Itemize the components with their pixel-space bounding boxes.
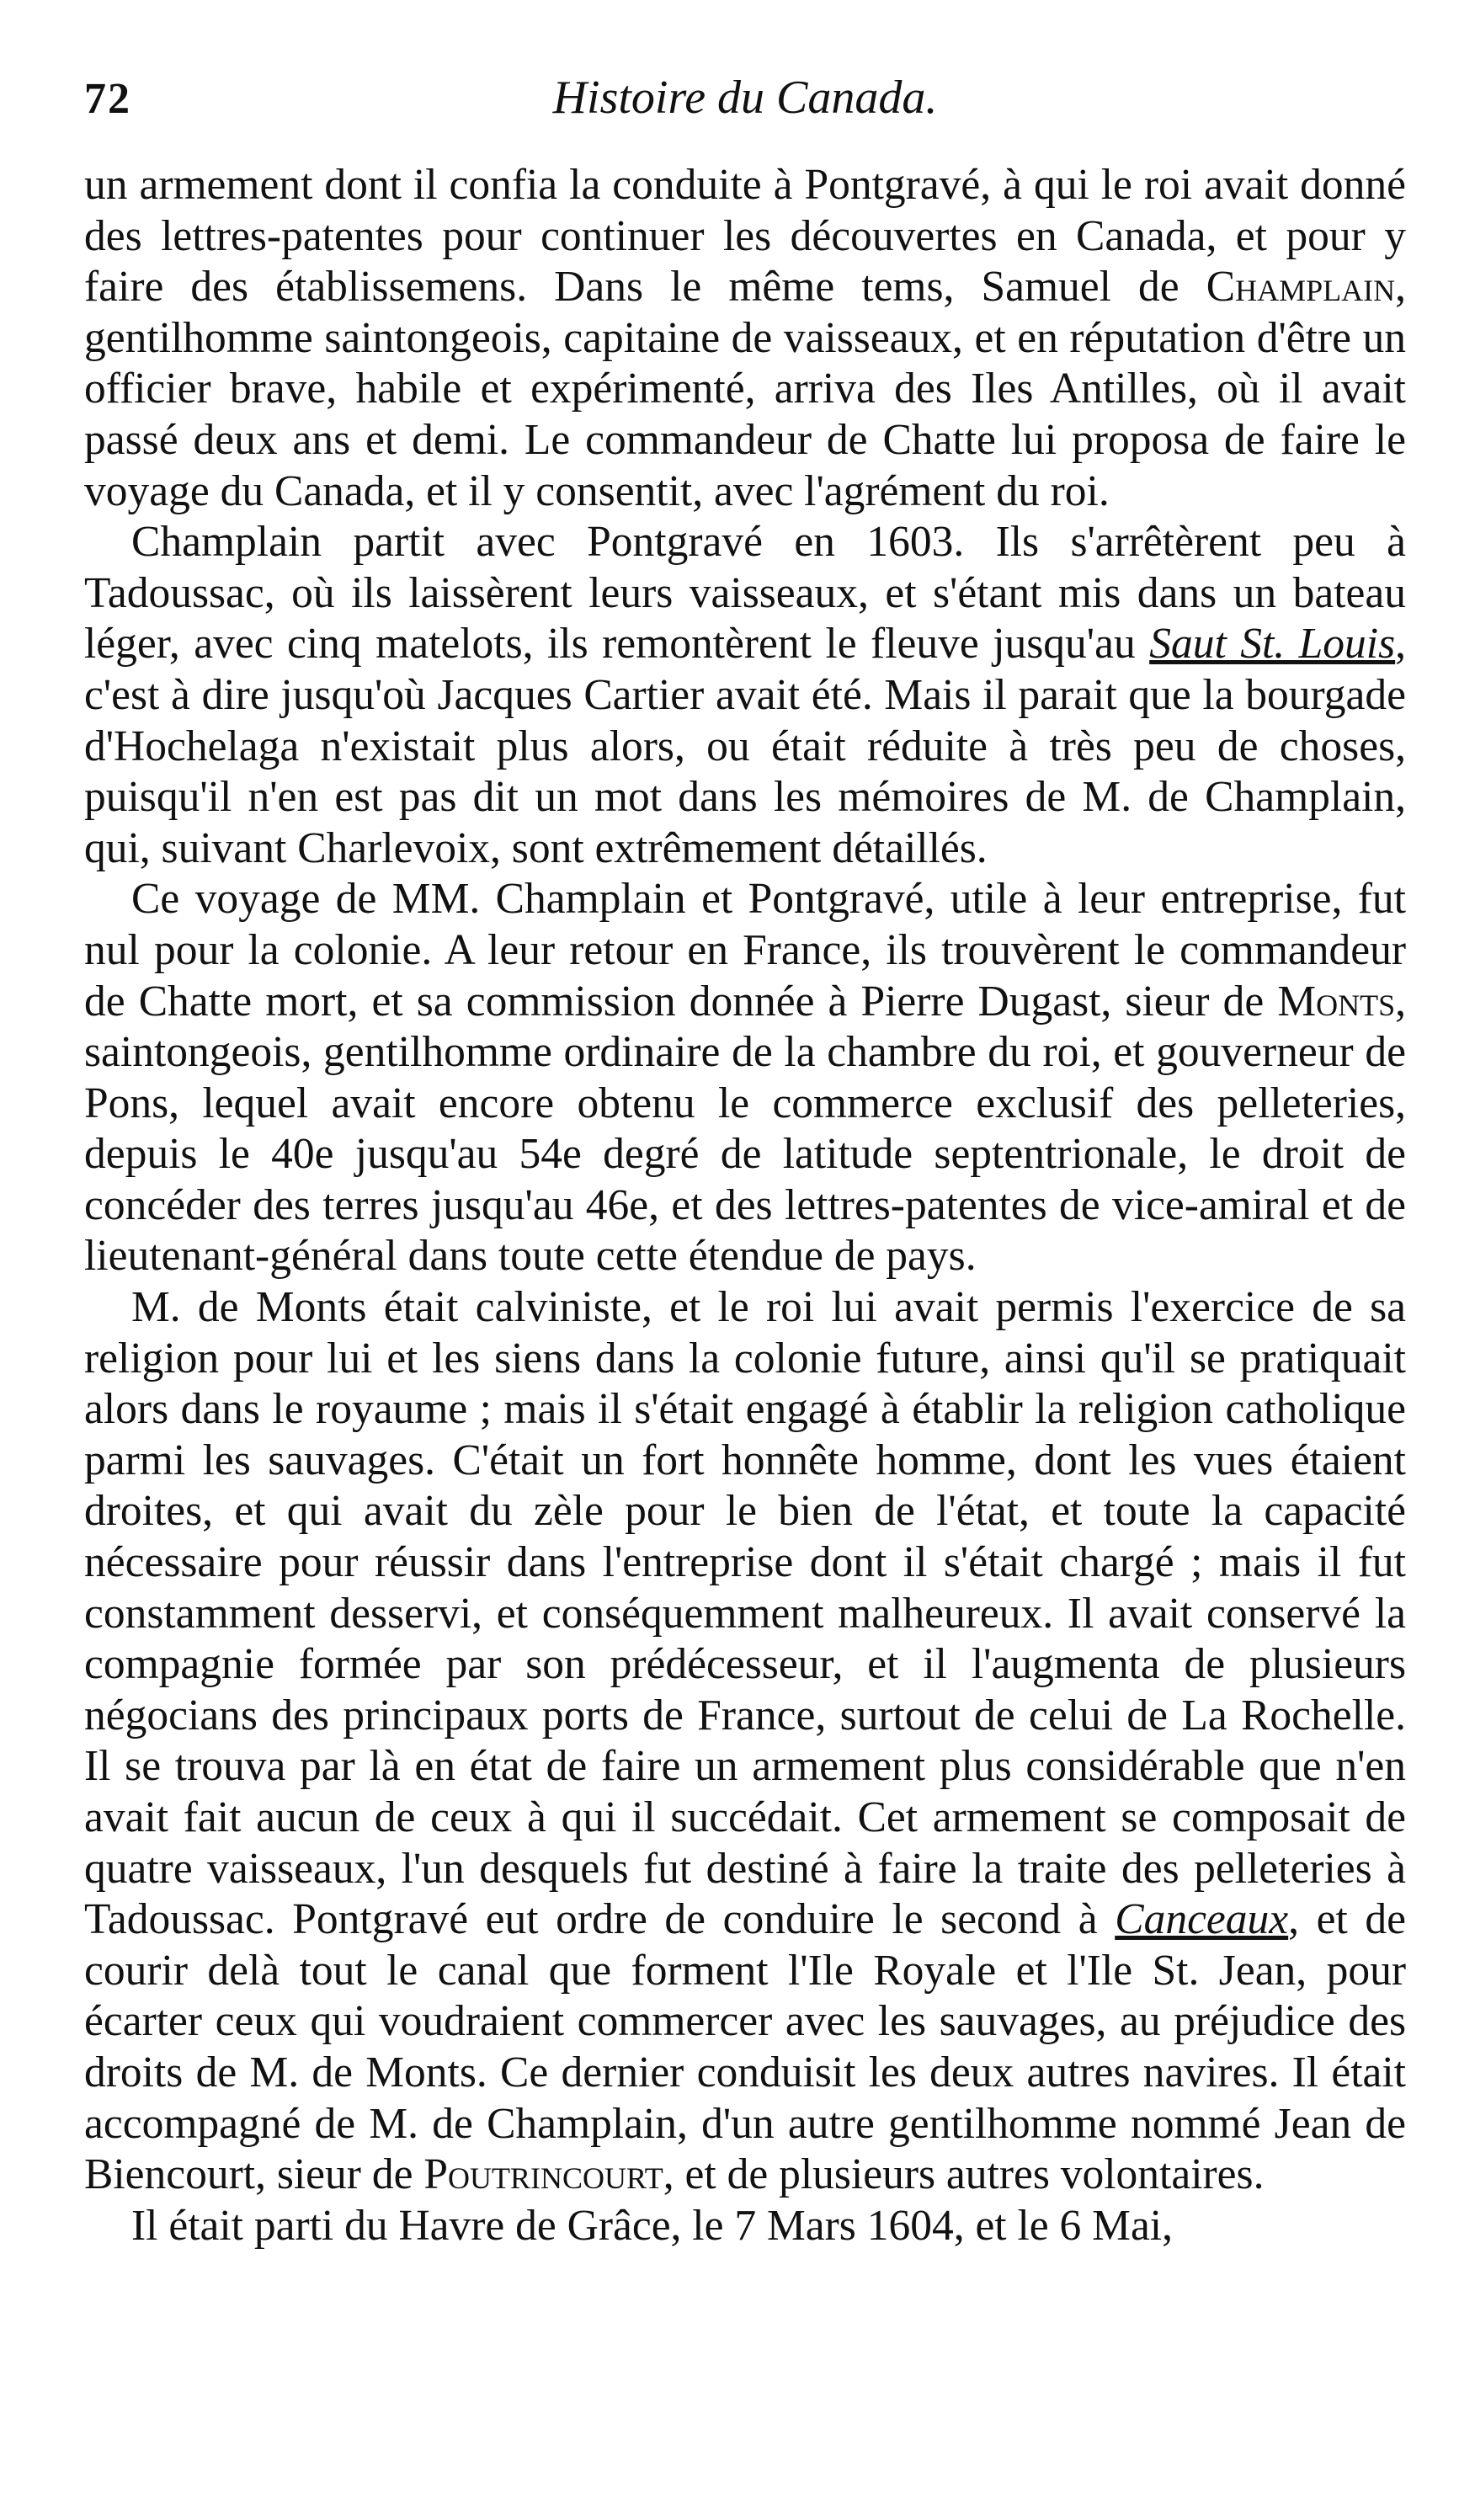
running-title: Histoire du Canada. [552, 72, 938, 124]
page-number: 72 [84, 75, 131, 123]
italic-place-name: Canceaux [1115, 1895, 1289, 1944]
paragraph [84, 874, 1406, 1282]
text-segment: un armement dont il confia la conduite à Pontgravé, à qui le roi avait donné des lettres-patentes pour continuer les découvertes en Canada, et pour y faire des établissemens. Dans le même tems, Samuel de [84, 161, 1406, 312]
text-segment: , saintongeois, gentilhomme ordinaire de la chambre du roi, et gouverneur de Pons, lequel avait encore obtenu le commerce exclusif des pelleteries, depuis le 40e jusqu'au 54e degré de latitude septentrionale, le droit de concéder des terres jusqu'au 46e, et des lettres-patentes de vice-amiral et de lieutenant-général dans toute cette étendue de pays. [84, 977, 1406, 1281]
text-segment: Champlain partit avec Pontgravé en 1603. Ils s'arrêtèrent peu à Tadoussac, où ils laissèrent leurs vaisseaux, et s'étant mis dans un bateau léger, avec cinq matelots, ils remontèrent le fleuve jusqu'au [84, 518, 1406, 669]
body-text [84, 160, 1406, 2251]
text-segment: , et de courir delà tout le canal que forment l'Ile Royale et l'Ile St. Jean, pour écarter ceux qui voudraient commercer avec les sauvages, au préjudice des droits de M. de Monts. Ce dernier conduisit les deux autres navires. Il était accompagné de M. de Champlain, d'un autre gentilhomme nommé Jean de Biencourt, sieur de [84, 1895, 1406, 2199]
text-segment: Il était parti du Havre de Grâce, le 7 Mars 1604, et le 6 Mai, [131, 2201, 1173, 2250]
book-page [84, 59, 1406, 2251]
paragraph [84, 1282, 1406, 2201]
small-caps-name: Monts [1277, 977, 1396, 1026]
small-caps-name: Poutrincourt [423, 2150, 663, 2199]
text-segment: , et de plusieurs autres volontaires. [663, 2150, 1265, 2199]
small-caps-name: Champlain [1206, 263, 1396, 312]
paragraph [84, 517, 1406, 874]
page-header [84, 59, 1406, 160]
text-segment: Ce voyage de MM. Champlain et Pontgravé, utile à leur entreprise, fut nul pour la colonie. A leur retour en France, ils trouvèrent le commandeur de Chatte mort, et sa commission donnée à Pierre Dugast, sieur de [84, 875, 1406, 1026]
text-segment: , gentilhomme saintongeois, capitaine de vaisseaux, et en réputation d'être un officier brave, habile et expérimenté, arriva des Iles Antilles, où il avait passé deux ans et demi. Le commandeur de Chatte lui proposa de faire le voyage du Canada, et il y consentit, avec l'agrément du roi. [84, 263, 1406, 515]
paragraph [84, 160, 1406, 517]
italic-place-name: Saut St. Louis [1149, 620, 1396, 669]
text-segment: M. de Monts était calviniste, et le roi lui avait permis l'exercice de sa religion pour lui et les siens dans la colonie future, ainsi qu'il se pratiquait alors dans le royaume ; mais il s'était engagé à établir la religion catholique parmi les sauvages. C'était un fort honnête homme, dont les vues étaient droites, et qui avait du zèle pour le bien de l'état, et toute la capacité nécessaire pour réussir dans l'entreprise dont il s'était chargé ; mais il fut constamment desservi, et conséquemment malheureux. Il avait conservé la compagnie formée par son prédécesseur, et il l'augmenta de plusieurs négocians des principaux ports de France, surtout de celui de La Rochelle. Il se trouva par là en état de faire un armement plus considérable que n'en avait fait aucun de ceux à qui il succédait. Cet armement se composait de quatre vaisseaux, l'un desquels fut destiné à faire la traite des pelleteries à Tadoussac. Pontgravé eut ordre de conduire le second à [84, 1283, 1406, 1944]
text-segment: , c'est à dire jusqu'où Jacques Cartier avait été. Mais il parait que la bourgade d'Hochelaga n'existait plus alors, ou était réduite à très peu de choses, puisqu'il n'en est pas dit un mot dans les mémoires de M. de Champlain, qui, suivant Charlevoix, sont extrêmement détaillés. [84, 620, 1407, 872]
paragraph [84, 2201, 1406, 2252]
